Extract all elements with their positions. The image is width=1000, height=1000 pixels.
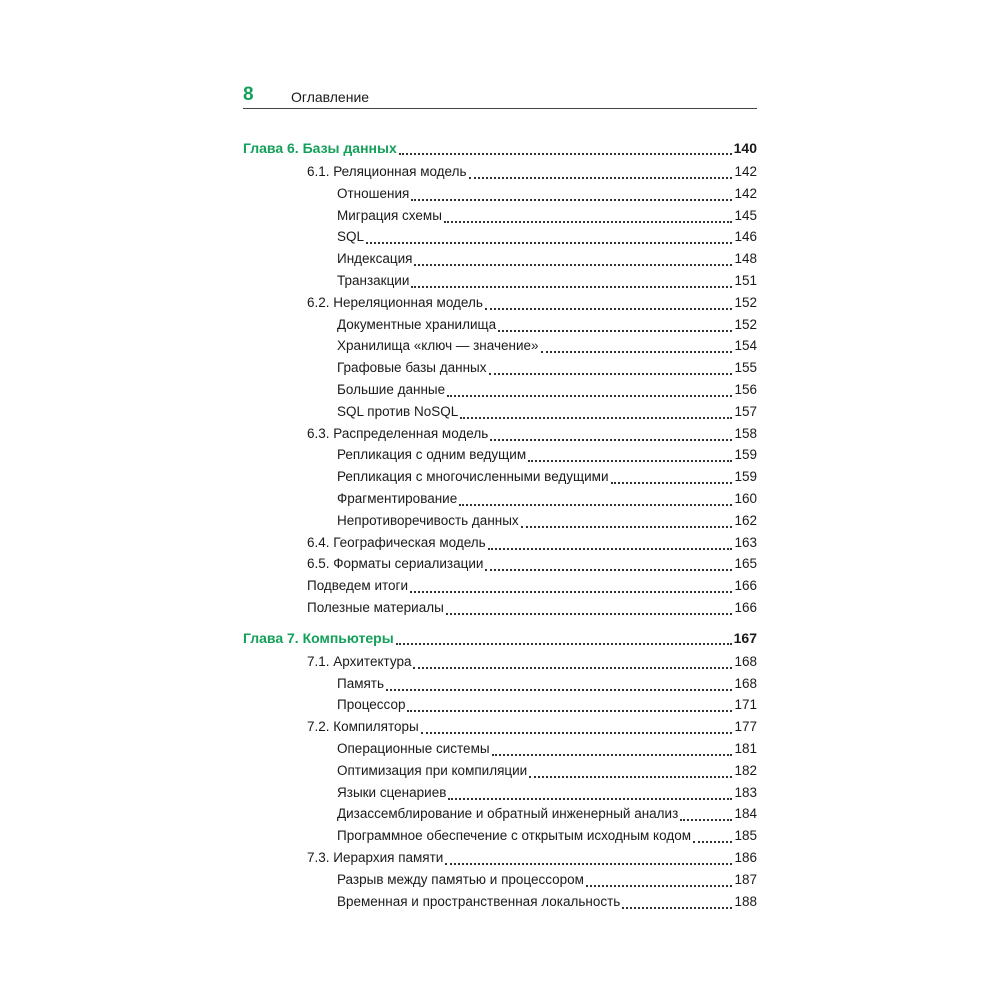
toc-entry-title: Графовые базы данных [337, 360, 487, 376]
toc-entry-title: Оптимизация при компиляции [337, 762, 528, 778]
dot-leader [680, 819, 732, 821]
toc-section [243, 426, 757, 446]
toc-entry-title: 7.2. Компиляторы [307, 719, 419, 735]
toc-entry-page: 158 [734, 425, 757, 441]
toc-entry-page: 155 [734, 360, 757, 376]
dot-leader [498, 330, 732, 332]
toc-entry-page: 165 [734, 556, 757, 572]
dot-leader [586, 885, 733, 887]
toc-entry-page: 152 [734, 316, 757, 332]
toc-subsection [243, 785, 757, 805]
toc-entry-title: Непротиворечивость данных [337, 512, 519, 528]
toc-entry-page: 140 [733, 140, 757, 156]
dot-leader [411, 199, 732, 201]
toc-entry-page: 185 [734, 828, 757, 844]
toc-subsection [243, 338, 757, 358]
toc-entry-title: 6.2. Нереляционная модель [307, 294, 483, 310]
dot-leader [459, 504, 732, 506]
toc-entry-page: 166 [734, 578, 757, 594]
toc-subsection [243, 763, 757, 783]
toc-subsection [243, 251, 757, 271]
toc-subsection [243, 697, 757, 717]
dot-leader [410, 591, 732, 593]
toc-entry-page: 146 [734, 229, 757, 245]
toc-entry-title: Языки сценариев [337, 784, 447, 800]
page-number: 8 [243, 84, 254, 105]
toc-entry-title: Подведем итоги [307, 578, 408, 594]
dot-leader [445, 863, 732, 865]
toc-subsection [243, 491, 757, 511]
toc-subsection [243, 828, 757, 848]
toc-entry-page: 151 [734, 273, 757, 288]
toc-entry-page: 142 [734, 164, 757, 179]
toc-entry-page: 160 [734, 491, 757, 506]
toc-section [243, 600, 757, 620]
dot-leader [488, 548, 733, 550]
toc-entry-title: Глава 7. Компьютеры [243, 629, 394, 646]
dot-leader [529, 776, 732, 778]
toc-entry-page: 187 [734, 871, 757, 887]
dot-leader [693, 841, 732, 843]
toc-section [243, 295, 757, 315]
toc-subsection [243, 317, 757, 337]
toc-subsection [243, 741, 757, 761]
toc-entry-title: Репликация с многочисленными ведущими [337, 469, 609, 485]
toc-entry-title: Отношения [337, 185, 410, 201]
toc-entry-page: 145 [734, 207, 757, 223]
toc-entry-title: Временная и пространственная локальность [337, 893, 621, 909]
dot-leader [396, 643, 732, 645]
toc-subsection [243, 894, 757, 914]
dot-leader [490, 439, 732, 441]
toc-entry-title: Фрагментирование [337, 491, 458, 506]
toc-entry-page: 152 [734, 294, 757, 310]
toc-entry-title: Индексация [337, 251, 413, 267]
toc-entry-title: Репликация с одним ведущим [337, 447, 527, 463]
toc-entry-page: 159 [734, 469, 757, 485]
toc-subsection [243, 273, 757, 293]
toc-entry-title: Дизассемблирование и обратный инженерный анализ [337, 806, 679, 822]
dot-leader [421, 732, 733, 734]
dot-leader [469, 177, 733, 179]
dot-leader [460, 417, 732, 419]
toc-entry-page: 159 [734, 447, 757, 463]
toc-section [243, 164, 757, 184]
toc-entry-page: 183 [734, 784, 757, 800]
dot-leader [485, 569, 732, 571]
toc-subsection [243, 872, 757, 892]
toc-subsection [243, 469, 757, 489]
running-title: Оглавление [291, 89, 370, 105]
running-header [243, 86, 757, 109]
toc-chapter [243, 630, 757, 650]
toc-entry-page: 148 [734, 251, 757, 267]
toc-entry-title: Полезные материалы [307, 600, 444, 615]
toc-entry-title: 7.3. Иерархия памяти [307, 850, 444, 865]
toc-entry-page: 166 [734, 600, 757, 615]
toc-entry-title: Глава 6. Базы данных [243, 140, 397, 156]
toc-entry-title: Большие данные [337, 382, 446, 397]
dot-leader [399, 153, 732, 155]
toc-chapter [243, 140, 757, 160]
dot-leader [611, 482, 733, 484]
toc-entry-page: 142 [734, 185, 757, 201]
toc-section [243, 578, 757, 598]
toc-entry-page: 171 [734, 697, 757, 713]
toc-entry-page: 168 [734, 653, 757, 669]
toc-entry-title: 6.1. Реляционная модель [307, 164, 467, 179]
dot-leader [413, 667, 732, 669]
toc-section [243, 719, 757, 739]
toc-entry-title: Миграция схемы [337, 207, 442, 223]
toc-entry-page: 156 [734, 382, 757, 397]
toc-entry-title: Документные хранилища [337, 316, 497, 332]
toc-entry-page: 177 [734, 719, 757, 735]
dot-leader [541, 351, 733, 353]
toc-entry-page: 162 [734, 512, 757, 528]
dot-leader [366, 242, 732, 244]
toc-entry-title: Разрыв между памятью и процессором [337, 871, 584, 887]
toc-entry-page: 163 [734, 534, 757, 550]
toc-entry-title: SQL [337, 229, 365, 245]
dot-leader [444, 221, 733, 223]
toc-subsection [243, 186, 757, 206]
toc-subsection [243, 382, 757, 402]
dot-leader [447, 395, 732, 397]
toc-section [243, 535, 757, 555]
toc-entry-title: SQL против NoSQL [337, 403, 459, 419]
dot-leader [489, 373, 733, 375]
toc-section [243, 654, 757, 674]
toc-subsection [243, 806, 757, 826]
dot-leader [448, 798, 732, 800]
toc-entry-page: 181 [734, 741, 757, 756]
dot-leader [521, 526, 733, 528]
toc-entry-title: Транзакции [337, 273, 410, 288]
toc-subsection [243, 229, 757, 249]
toc-entry-page: 186 [734, 850, 757, 865]
toc-entry-title: Память [337, 675, 385, 691]
dot-leader [386, 689, 732, 691]
dot-leader [411, 286, 732, 288]
toc-subsection [243, 676, 757, 696]
toc-section [243, 556, 757, 576]
dot-leader [446, 613, 733, 615]
toc-entry-page: 168 [734, 675, 757, 691]
toc-subsection [243, 513, 757, 533]
toc-section [243, 850, 757, 870]
toc-subsection [243, 360, 757, 380]
toc-entry-title: 6.3. Распределенная модель [307, 425, 489, 441]
dot-leader [492, 754, 733, 756]
dot-leader [622, 907, 732, 909]
toc-subsection [243, 208, 757, 228]
toc-entry-page: 167 [733, 629, 757, 646]
dot-leader [407, 710, 732, 712]
toc-entry-title: Операционные системы [337, 741, 490, 756]
toc-entry-page: 188 [734, 893, 757, 909]
dot-leader [528, 460, 732, 462]
toc-entry-page: 184 [734, 806, 757, 822]
toc-entry-title: Программное обеспечение с открытым исходным кодом [337, 828, 691, 844]
toc-entry-title: Процессор [337, 697, 406, 713]
toc-entry-page: 157 [734, 403, 757, 419]
toc-entry-title: 6.4. Географическая модель [307, 534, 486, 550]
toc-subsection [243, 404, 757, 424]
dot-leader [414, 264, 732, 266]
toc-entry-title: 7.1. Архитектура [307, 653, 412, 669]
toc-subsection [243, 447, 757, 467]
toc-entry-page: 154 [734, 338, 757, 354]
toc-entry-title: Хранилища «ключ — значение» [337, 338, 539, 354]
toc-entry-title: 6.5. Форматы сериализации [307, 556, 484, 572]
dot-leader [485, 308, 733, 310]
toc-entry-page: 182 [734, 762, 757, 778]
